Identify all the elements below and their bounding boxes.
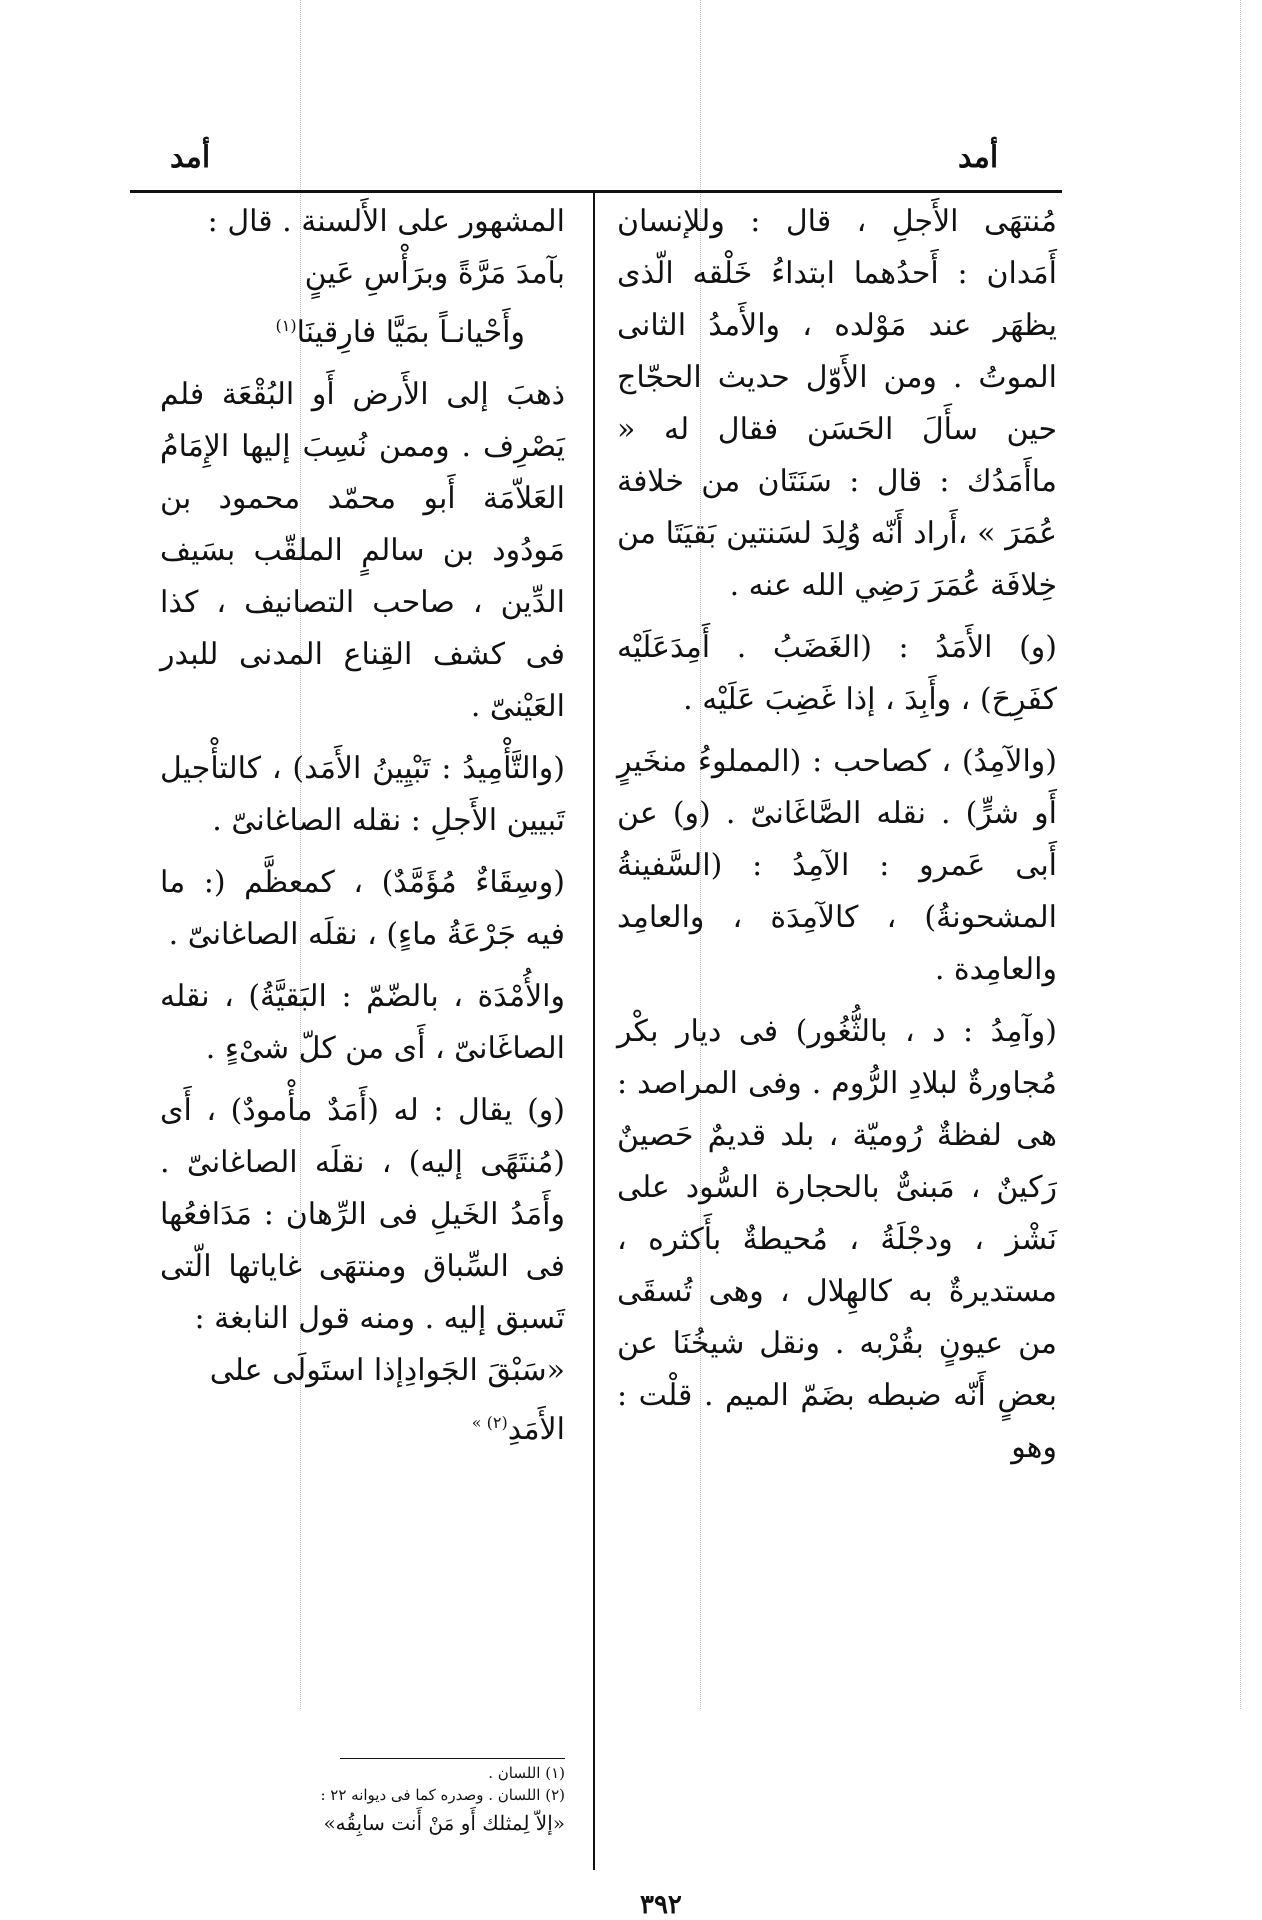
verse-line xyxy=(160,300,565,359)
paragraph: (و) يقال : له (أَمَدٌ مأْمودٌ) ، أَى (مُنتَهًى إليه) ، نقلَه الصاغانىّ . وأَمَدُ الخَيلِ فى الرِّهان : مَدَافعُها فى السِّباق ومنتهَى غاياتها الّتى تَسبق إليه . ومنه قول النابغة : xyxy=(160,1093,565,1336)
paragraph: (وآمِدُ : د ، بالثُّغُور) فى ديار بكْر مُجاورةٌ لبلادِ الرُّوم . وفى المراصد : هى لفظةٌ رُوميّة ، بلد قديمٌ حَصينٌ رَكينٌ ، مَبنىٌّ بالحجارة السُّود على نَشْز ، ودجْلَةُ ، مُحيطةٌ بأَكثره ، مستديرةٌ به كالهِلال ، وهى تُسقَى من عيونٍ بقُرْبه . ونقل شيخُنَا عن بعضٍ أَنّه ضبطه بضَمّ الميم . قلْت : وهو xyxy=(617,1014,1057,1465)
running-header-left: أمد xyxy=(170,140,211,175)
footnote-rule xyxy=(340,1758,565,1759)
verse-line: بآمدَ مَرَّةً وبرَأْسِ عَينٍ xyxy=(304,256,565,291)
paragraph: المشهور على الأَلسنة . قال : xyxy=(207,204,565,239)
paragraph: (والتَّأْمِيدُ : تَبْيِينُ الأَمَد) ، كالتأْجيل تَبيين الأَجلِ : نقله الصاغانىّ . xyxy=(160,751,565,838)
paragraph: مُنتهَى الأَجلِ ، قال : وللإنسان أَمَدان : أَحدُهما ابتداءُ خَلْقه الّذى يظهَر عند مَوْلده ، والأَمدُ الثانى الموتُ . ومن الأَوّل حديث الحجّاج حين سأَلَ الحَسَن فقال له « ماأَمَدُك : قال : سَنَتَان من خلافة عُمَرَ » ،أَراد أَنّه وُلِدَ لسَنتين بَقيَتَا من خِلافَة عُمَرَ رَضِي الله عنه . xyxy=(617,204,1057,603)
column-divider xyxy=(593,190,595,1870)
right-column xyxy=(617,196,1057,1474)
paragraph: ذهبَ إلى الأَرض أَو البُقْعَة فلم يَصْرِف . وممن نُسِبَ إليها الإِمَامُ العَلاّمَة أَبو محمّد محمود بن مَودُود بن سالمٍ الملقّب بسَيف الدِّين ، صاحب التصانيف ، كذا فى كشف القِناع المدنى للبدر العَيْنىّ . xyxy=(160,377,565,724)
footnote: (١) اللسان . xyxy=(488,1764,565,1782)
footnote-verse: «إلاّ لِمثلك أَو مَنْ أَنت سابِقُه» xyxy=(323,1811,565,1835)
scan-dotted-line xyxy=(1240,0,1241,1709)
running-header-right: أمد xyxy=(958,140,999,175)
verse-line xyxy=(160,1345,565,1456)
footnote-marker: (١) xyxy=(275,316,297,335)
footnote-marker: (٢) » xyxy=(471,1413,508,1432)
header-rule xyxy=(130,190,1062,193)
paragraph: والأُمْدَة ، بالضّمّ : البَقيَّةُ) ، نقله الصاغَانىّ ، أَى من كلّ شىْءٍ . xyxy=(160,979,565,1066)
page-number: ٣٩٢ xyxy=(640,1890,682,1920)
verse-text: وأَحْيانـاً بمَيَّا فارِقينَا xyxy=(296,315,525,350)
left-column xyxy=(160,196,565,1456)
footnotes xyxy=(200,1762,565,1838)
paragraph: (والآمِدُ) ، كصاحب : (المملوءُ منخَيرٍ أَو شرٍّ) . نقله الصَّاغَانىّ . (و) عن أَبى عَمرو : الآمِدُ : (السَّفينةُ المشحونةُ) ، كالآمِدَة ، والعامِد والعامِدة . xyxy=(617,744,1057,987)
paragraph: (وسِقَاءٌ مُؤَمَّدٌ) ، كمعظَّم (: ما فيه جَرْعَةُ ماءٍ) ، نقلَه الصاغانىّ . xyxy=(160,865,565,952)
footnote: (٢) اللسان . وصدره كما فى ديوانه ٢٢ : xyxy=(320,1786,565,1804)
paragraph: (و) الأَمَدُ : (الغَضَبُ . أَمِدَعَلَيْه كفَرِحَ) ، وأَبِدَ ، إذا غَضِبَ عَلَيْه . xyxy=(617,630,1057,717)
verse-text: «سَبْقَ الجَوادِإذا استَولَى على الأَمَدِ xyxy=(209,1353,565,1447)
